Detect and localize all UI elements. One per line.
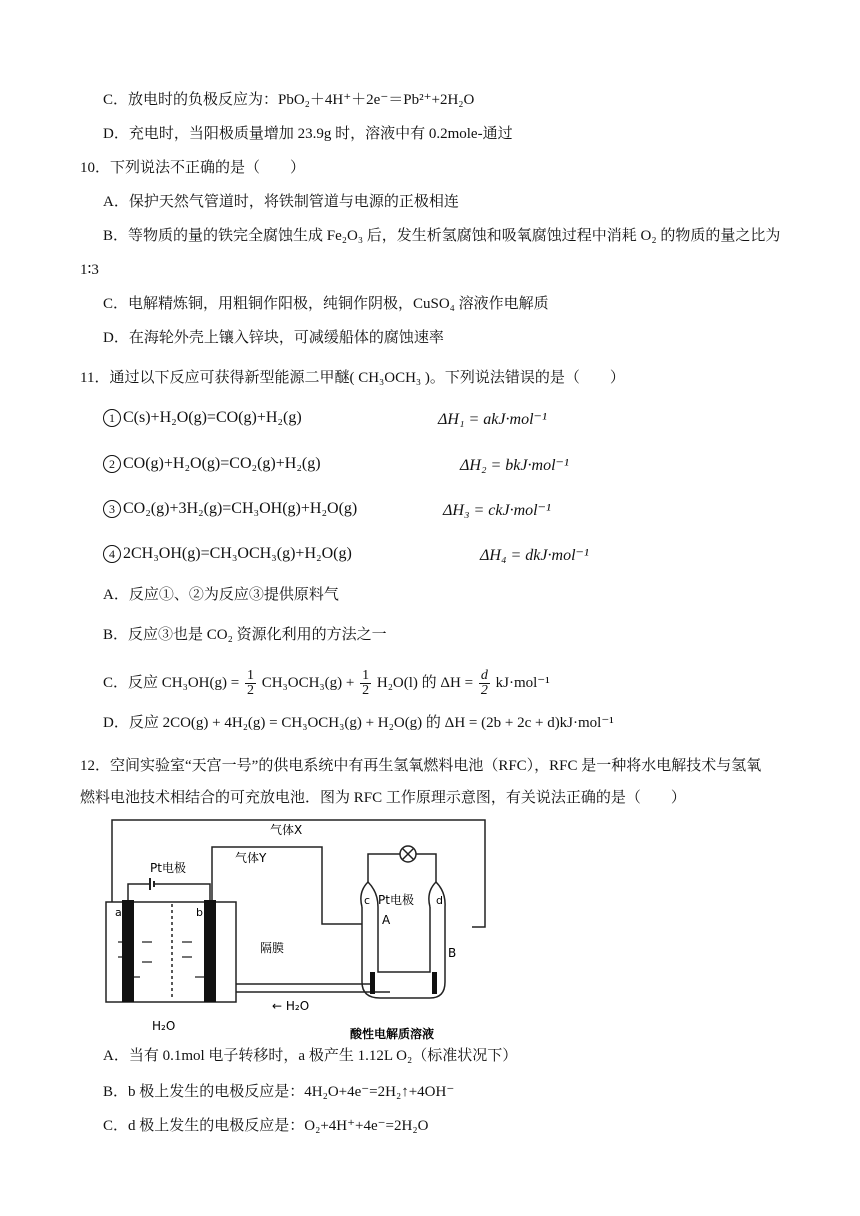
electrolyte-label: 酸性电解质溶液 [350,1027,435,1041]
pt-electrode-left-label: Pt电极 [150,861,186,875]
label-A: A [382,913,391,927]
pt-electrode-right-label: Pt电极 [378,893,414,907]
reaction-3 [103,500,357,518]
q10-option-a: A．保护天然气管道时，将铁制管道与电源的正极相连 [103,194,459,210]
wire-top [128,884,210,900]
label-a: a [115,906,122,919]
reaction-2 [103,455,321,473]
q11-option-a: A．反应①、②为反应③提供原料气 [103,587,339,603]
q9-option-d: D．充电时，当阳极质量增加 23.9g 时，溶液中有 0.2mole-通过 [103,126,513,142]
q11-option-c-unit: kJ·mol⁻¹ [495,675,550,691]
fraction-half: $\frac{1}{2}$ [246,668,254,699]
q10-option-b: B．等物质的量的铁完全腐蚀生成 Fe₂O₃ 后，发生析氢腐蚀和吸氧腐蚀过程中消耗 O₂ 的物质的量之比为 [103,228,781,244]
circled-number: 3 [103,500,121,518]
q11-option-c [103,668,550,698]
q12-stem-line1: 12．空间实验室“天宫一号”的供电系统中有再生氢氧燃料电池（RFC），RFC 是一种将水电解技术与氢氧 [80,758,762,774]
reaction-4 [103,545,352,563]
electrode-b [204,900,216,1002]
gas-y-label: 气体Y [235,851,267,865]
water-pipe [236,984,390,992]
reaction-2-enthalpy: ΔH₂ = bkJ·mol⁻¹ [460,457,569,474]
circled-number: 4 [103,545,121,563]
reaction-equation: CO₂(g)+3H₂(g)=CH₃OH(g)+H₂O(g) [123,500,358,517]
reaction-3-enthalpy: ΔH₃ = ckJ·mol⁻¹ [443,502,551,519]
q12-option-c: C．d 极上发生的电极反应是：O₂+4H⁺+4e⁻=2H₂O [103,1118,429,1134]
water-label-left: H₂O [152,1019,176,1033]
electrode-c [370,972,375,994]
q10-option-c: C．电解精炼铜，用粗铜作阳极，纯铜作阴极，CuSO₄ 溶液作电解质 [103,296,549,312]
reaction-equation: C(s)+H₂O(g)=CO(g)+H₂(g) [123,409,302,426]
q10-option-d: D．在海轮外壳上镶入锌块，可减缓船体的腐蚀速率 [103,330,444,346]
q10-stem: 10．下列说法不正确的是（ ） [80,160,306,176]
q11-option-c-pre: C．反应 CH₃OH(g) = [103,675,240,691]
label-b: b [196,906,203,919]
q11-option-c-end: H₂O(l) 的 ΔH = [376,675,474,691]
q11-option-b: B．反应③也是 CO₂ 资源化利用的方法之一 [103,627,387,643]
reaction-1-enthalpy: ΔH₁ = akJ·mol⁻¹ [438,411,547,428]
water-flow-label: ← H₂O [272,999,310,1013]
q10-option-b-cont: 1∶3 [80,262,99,278]
circled-number: 2 [103,455,121,473]
membrane-label: 隔膜 [260,941,285,955]
label-d: d [436,894,443,907]
fraction-half: $\frac{1}{2}$ [362,668,370,699]
electrode-d [432,972,437,994]
label-c: c [364,894,371,907]
q11-stem: 11．通过以下反应可获得新型能源二甲醚( CH₃OCH₃ )。下列说法错误的是（ ） [80,370,625,386]
q12-option-b: B．b 极上发生的电极反应是：4H₂O+4e⁻=2H₂↑+4OH⁻ [103,1084,455,1100]
q9-option-c: C．放电时的负极反应为：PbO₂＋4H⁺＋2e⁻＝Pb²⁺+2H₂O [103,92,475,108]
reaction-1 [103,409,302,427]
reaction-equation: 2CH₃OH(g)=CH₃OCH₃(g)+H₂O(g) [123,545,352,562]
rfc-diagram [100,812,500,1042]
fraction-d-over-2: $\frac{d}{2}$ [480,668,488,699]
circled-number: 1 [103,409,121,427]
gas-x-label: 气体X [270,823,303,837]
label-B: B [448,946,457,960]
q12-stem-line2: 燃料电池技术相结合的可充放电池．图为 RFC 工作原理示意图，有关说法正确的是（ ） [80,790,686,806]
electrode-a [122,900,134,1002]
reaction-equation: CO(g)+H₂O(g)=CO₂(g)+H₂(g) [123,455,321,472]
q11-option-d: D．反应 2CO(g) + 4H₂(g) = CH₃OCH₃(g) + H₂O(g) 的 ΔH = (2b + 2c + d)kJ·mol⁻¹ [103,715,614,731]
reaction-4-enthalpy: ΔH₄ = dkJ·mol⁻¹ [480,547,589,564]
q11-option-c-mid: CH₃OCH₃(g) + [261,675,355,691]
q12-option-a: A．当有 0.1mol 电子转移时，a 极产生 1.12L O₂（标准状况下） [103,1048,518,1064]
